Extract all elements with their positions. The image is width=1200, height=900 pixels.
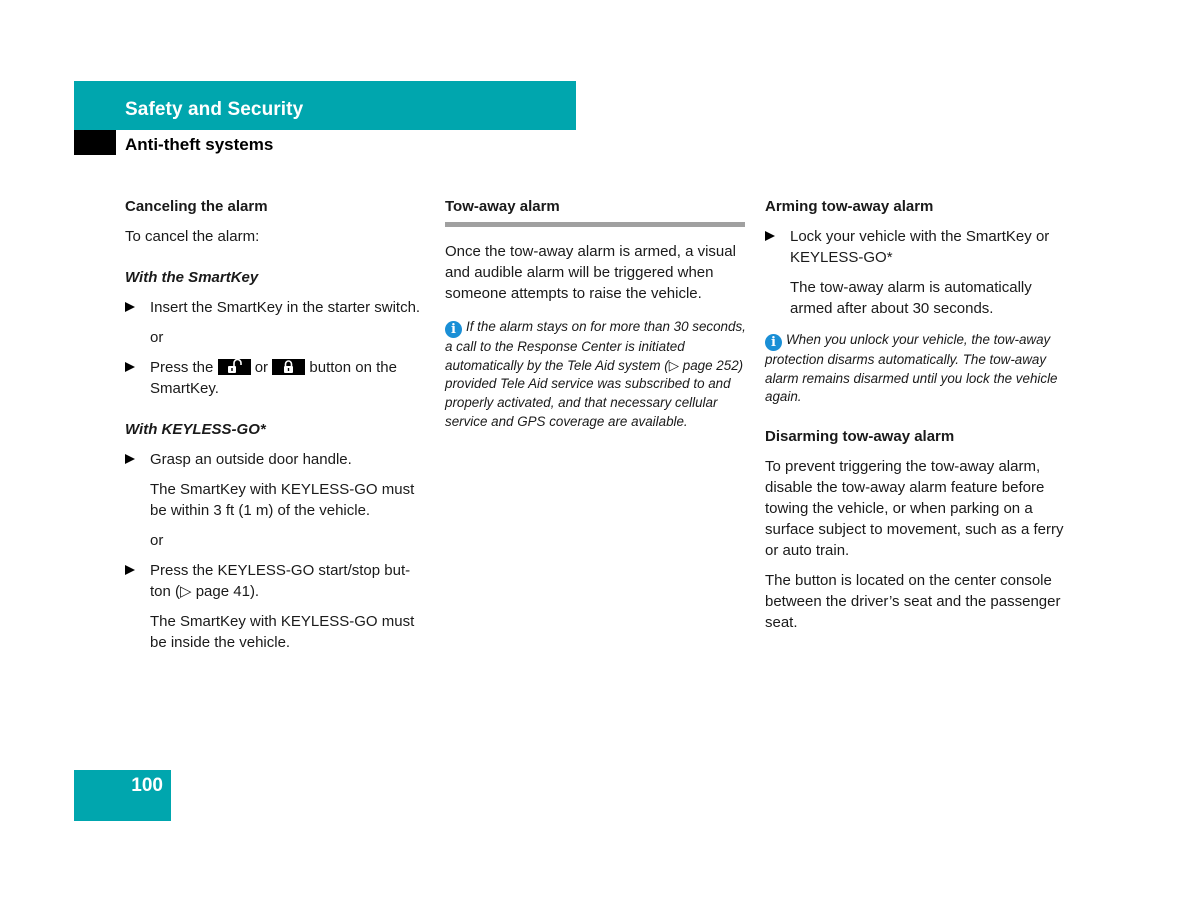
bullet-triangle-icon xyxy=(125,454,135,464)
with-smartkey-heading: With the SmartKey xyxy=(125,269,259,286)
canceling-alarm-heading: Canceling the alarm xyxy=(125,198,268,215)
section-title: Safety and Security xyxy=(125,99,304,120)
or-separator: or xyxy=(150,329,164,346)
column-arming-disarming xyxy=(765,196,1070,633)
keyless-step-2: Press the KEYLESS-GO start/stop but-ton (▷ page 41). xyxy=(125,560,430,602)
arming-note: The tow-away alarm is automatically armed after about 30 seconds. xyxy=(790,279,1032,317)
arming-step: Lock your vehicle with the SmartKey or KEYLESS-GO* xyxy=(765,226,1070,268)
tow-away-alarm-note: i If the alarm stays on for more than 30 seconds, a call to the Response Center is initiated automatically by the Tele Aid system (▷ page 252) provided Tele Aid service was subscribed to and properly activated, and that necessary cellular service and GPS coverage are available. xyxy=(445,319,746,429)
bullet-triangle-icon xyxy=(125,565,135,575)
column-canceling-alarm xyxy=(125,196,430,653)
lock-button-icon xyxy=(272,359,305,375)
keyless-step-2-note: The SmartKey with KEYLESS-GO must be inside the vehicle. xyxy=(150,613,415,651)
column-tow-away-alarm xyxy=(445,196,747,432)
subsection-marker xyxy=(74,130,116,155)
with-keyless-go-heading: With KEYLESS-GO* xyxy=(125,421,266,438)
page-number-box xyxy=(74,770,171,821)
disarming-body-2: The button is located on the center console between the driver’s seat and the passenger seat. xyxy=(765,572,1061,632)
info-icon: i xyxy=(445,321,462,338)
keyless-step-1-note: The SmartKey with KEYLESS-GO must be within 3 ft (1 m) of the vehicle. xyxy=(150,481,415,519)
keyless-step-1: Grasp an outside door handle. xyxy=(125,449,430,470)
subsection-title: Anti-theft systems xyxy=(125,135,274,154)
unlock-button-icon xyxy=(218,359,251,375)
tow-away-alarm-heading: Tow-away alarm xyxy=(445,196,745,227)
smartkey-step-2: Press the or button on the SmartKey. xyxy=(125,357,430,399)
smartkey-step-1: Insert the SmartKey in the starter switch. xyxy=(125,297,430,318)
bullet-triangle-icon xyxy=(765,231,775,241)
disarming-body-1: To prevent triggering the tow-away alarm, disable the tow-away alarm feature before towing the vehicle, or when parking on a surface subject to movement, such as a ferry or auto train. xyxy=(765,458,1064,560)
disarming-heading: Disarming tow-away alarm xyxy=(765,428,955,446)
or-separator: or xyxy=(150,532,164,549)
bullet-triangle-icon xyxy=(125,302,135,312)
unlock-info-note: i When you unlock your vehicle, the tow-away protection disarms automatically. The tow-away alarm remains disarmed until you lock the vehicle again. xyxy=(765,332,1058,405)
bullet-triangle-icon xyxy=(125,362,135,372)
arming-heading: Arming tow-away alarm xyxy=(765,198,934,215)
page-number: 100 xyxy=(131,775,163,796)
tow-away-alarm-body: Once the tow-away alarm is armed, a visual and audible alarm will be triggered when someone attempts to raise the vehicle. xyxy=(445,243,736,302)
info-icon: i xyxy=(765,334,782,351)
cancel-intro: To cancel the alarm: xyxy=(125,228,260,245)
